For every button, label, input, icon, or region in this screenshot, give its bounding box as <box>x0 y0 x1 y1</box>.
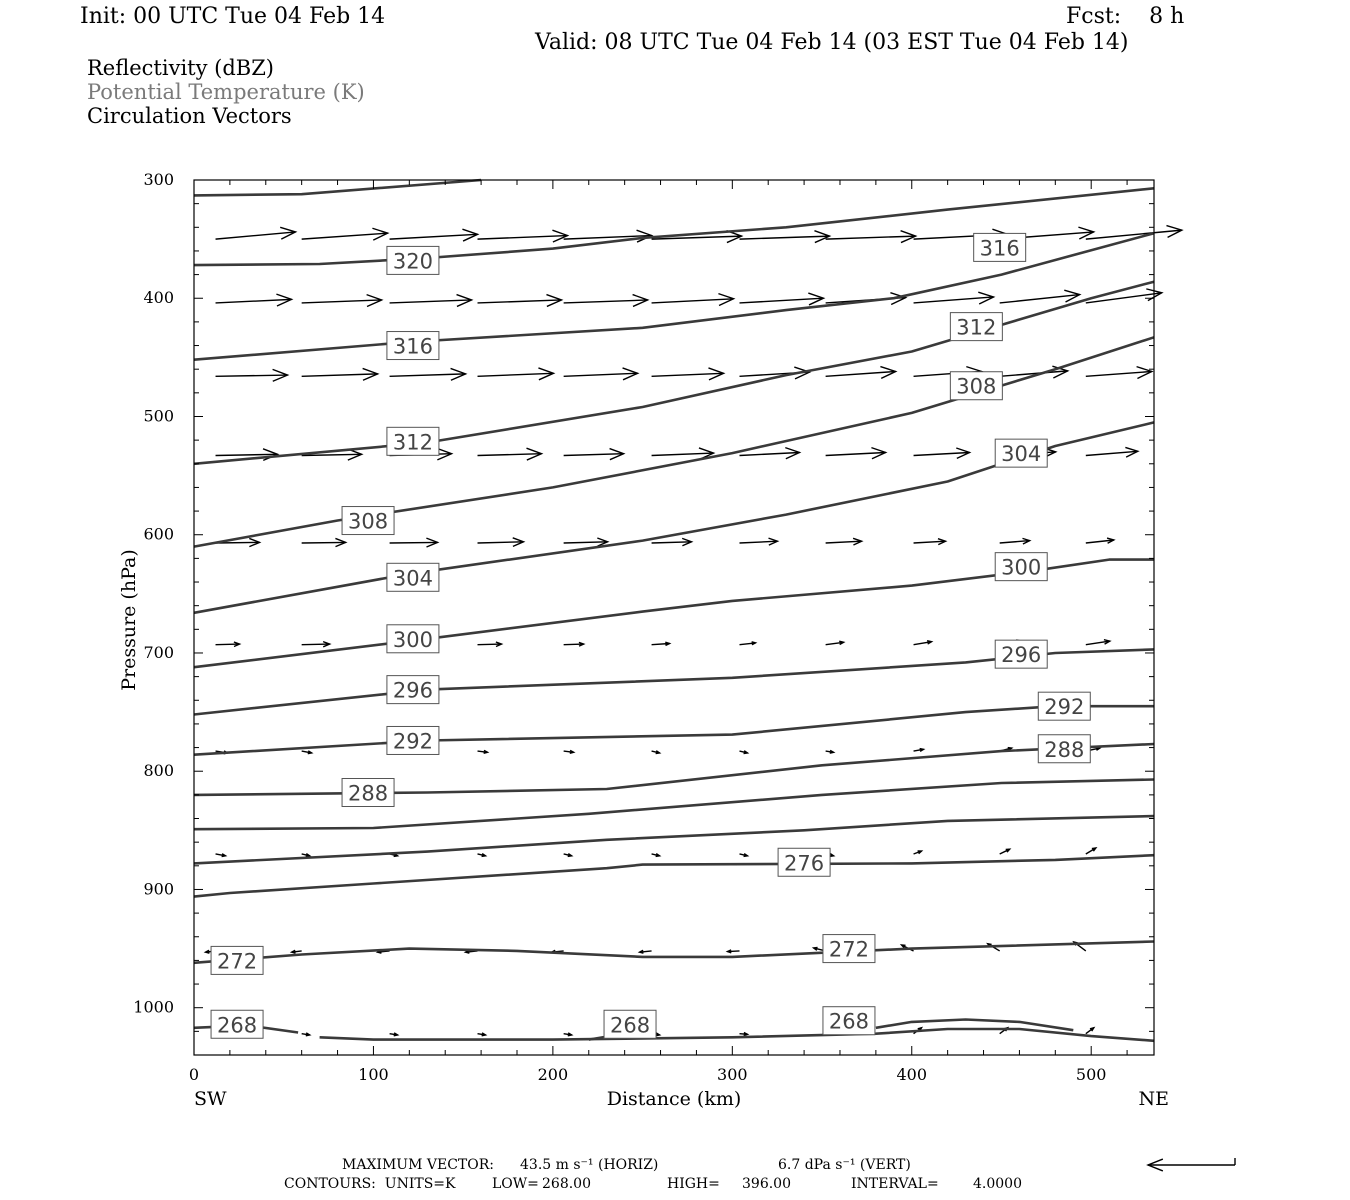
y-tick-label: 400 <box>143 288 174 308</box>
y-tick-label: 500 <box>143 406 174 426</box>
contour-label: 292 <box>392 729 433 754</box>
circulation-vector <box>478 373 554 376</box>
init-time: Init: 00 UTC Tue 04 Feb 14 <box>80 4 386 29</box>
circulation-vector <box>564 454 624 456</box>
circulation-vector <box>216 375 288 376</box>
contour-label: 308 <box>956 374 997 399</box>
contour-label: 304 <box>392 566 433 591</box>
circulation-vector <box>652 542 692 543</box>
x-tick-label: 0 <box>188 1065 200 1084</box>
circulation-vector <box>302 454 362 455</box>
contours-high-value: 396.00 <box>742 1176 791 1192</box>
field-label-reflectivity: Reflectivity (dBZ) <box>87 56 275 80</box>
x-axis-right-end-label: NE <box>1138 1088 1169 1110</box>
circulation-vector <box>478 454 542 456</box>
x-tick-label: 400 <box>896 1065 928 1084</box>
circulation-vector <box>739 236 829 239</box>
x-axis-label: Distance (km) <box>606 1088 742 1110</box>
contour-label: 300 <box>1001 555 1042 580</box>
circulation-vector <box>390 542 438 543</box>
circulation-vector <box>478 236 568 240</box>
circulation-vector <box>914 453 970 456</box>
circulation-vector <box>652 453 714 455</box>
circulation-vector <box>652 373 724 376</box>
x-tick-label: 500 <box>1075 1065 1107 1084</box>
circulation-vector <box>652 299 734 303</box>
contour-label: 320 <box>392 249 433 274</box>
contour-label: 268 <box>609 1013 651 1038</box>
circulation-vector <box>739 453 799 456</box>
contour-label: 288 <box>348 781 389 806</box>
max-vector-vert: 6.7 dPa s⁻¹ (VERT) <box>778 1157 911 1173</box>
reference-vector <box>1148 1158 1235 1171</box>
contours-interval: INTERVAL= <box>851 1176 939 1192</box>
contour-label: 268 <box>217 1013 258 1038</box>
circulation-vector <box>826 371 896 376</box>
plot-frame <box>194 180 1154 1055</box>
circulation-vector <box>826 453 886 456</box>
circulation-vector <box>216 299 292 303</box>
contour-label-layer <box>211 233 1090 1038</box>
circulation-vector <box>826 236 916 239</box>
theta-contour <box>194 744 1154 795</box>
y-tick-label: 600 <box>143 524 174 544</box>
circulation-vector <box>478 542 524 543</box>
contour-label: 288 <box>1044 737 1085 762</box>
circulation-vector <box>390 300 472 303</box>
contour-label: 292 <box>1044 695 1085 720</box>
circulation-vector <box>564 542 608 543</box>
circulation-vector <box>302 644 330 645</box>
circulation-vector <box>478 300 562 303</box>
circulation-vector <box>564 644 584 645</box>
circulation-vector <box>739 541 777 543</box>
contours-high: HIGH= <box>667 1176 720 1192</box>
contours-units: CONTOURS: UNITS=K <box>284 1176 456 1192</box>
contour-label: 268 <box>828 1009 870 1034</box>
y-tick-label: 700 <box>143 642 174 662</box>
x-tick-label: 300 <box>717 1065 748 1084</box>
circulation-vector <box>302 542 346 543</box>
circulation-vector <box>216 644 240 645</box>
field-label-potential-temperature: Potential Temperature (K) <box>87 80 365 104</box>
contour-label: 316 <box>979 236 1020 261</box>
y-tick-label: 1000 <box>133 997 174 1017</box>
contours-interval-value: 4.0000 <box>973 1176 1022 1192</box>
valid-time: Valid: 08 UTC Tue 04 Feb 14 (03 EST Tue 04 Feb 14) <box>535 30 1129 55</box>
theta-contour <box>194 942 1154 963</box>
x-tick-label: 100 <box>358 1065 389 1084</box>
circulation-vector <box>478 644 502 645</box>
contour-label: 308 <box>348 509 389 534</box>
contour-layer <box>194 180 1154 1041</box>
contour-label: 296 <box>392 678 433 703</box>
contour-label: 312 <box>956 315 997 340</box>
max-vector-label: MAXIMUM VECTOR: <box>342 1157 494 1173</box>
circulation-vector <box>564 373 638 376</box>
x-tick-label: 200 <box>537 1065 569 1084</box>
contours-low: LOW= <box>492 1176 539 1192</box>
circulation-vector <box>302 233 388 239</box>
theta-contour <box>194 855 1154 896</box>
theta-contour <box>194 816 1154 863</box>
y-tick-label: 900 <box>143 879 174 899</box>
y-axis-label: Pressure (hPa) <box>118 549 140 691</box>
circulation-vector <box>739 298 823 303</box>
theta-contour <box>320 1029 1154 1041</box>
circulation-vector <box>390 234 478 239</box>
theta-contour <box>194 282 1154 467</box>
contour-label: 304 <box>1001 442 1042 467</box>
field-label-circulation-vectors: Circulation Vectors <box>87 104 292 128</box>
contour-label: 296 <box>1001 643 1042 668</box>
circulation-vector <box>390 374 466 376</box>
contour-label: 272 <box>828 937 870 962</box>
y-tick-label: 300 <box>143 170 174 189</box>
contour-label: 272 <box>217 949 258 974</box>
circulation-vector <box>302 300 382 303</box>
circulation-vector <box>564 300 648 303</box>
y-tick-label: 800 <box>143 761 174 781</box>
contours-low-value: 268.00 <box>542 1176 591 1192</box>
circulation-vector <box>1000 295 1080 303</box>
contour-label: 316 <box>392 334 433 359</box>
contour-label: 300 <box>392 627 433 652</box>
x-axis-left-end-label: SW <box>194 1088 227 1110</box>
theta-contour <box>194 780 1154 830</box>
contour-label: 276 <box>784 851 825 876</box>
circulation-vector <box>302 374 378 376</box>
max-vector-horiz: 43.5 m s⁻¹ (HORIZ) <box>520 1157 659 1173</box>
circulation-vector <box>216 454 278 455</box>
contour-label: 312 <box>392 430 433 455</box>
circulation-vector <box>826 541 862 543</box>
forecast-hour: Fcst: 8 h <box>1066 4 1185 29</box>
